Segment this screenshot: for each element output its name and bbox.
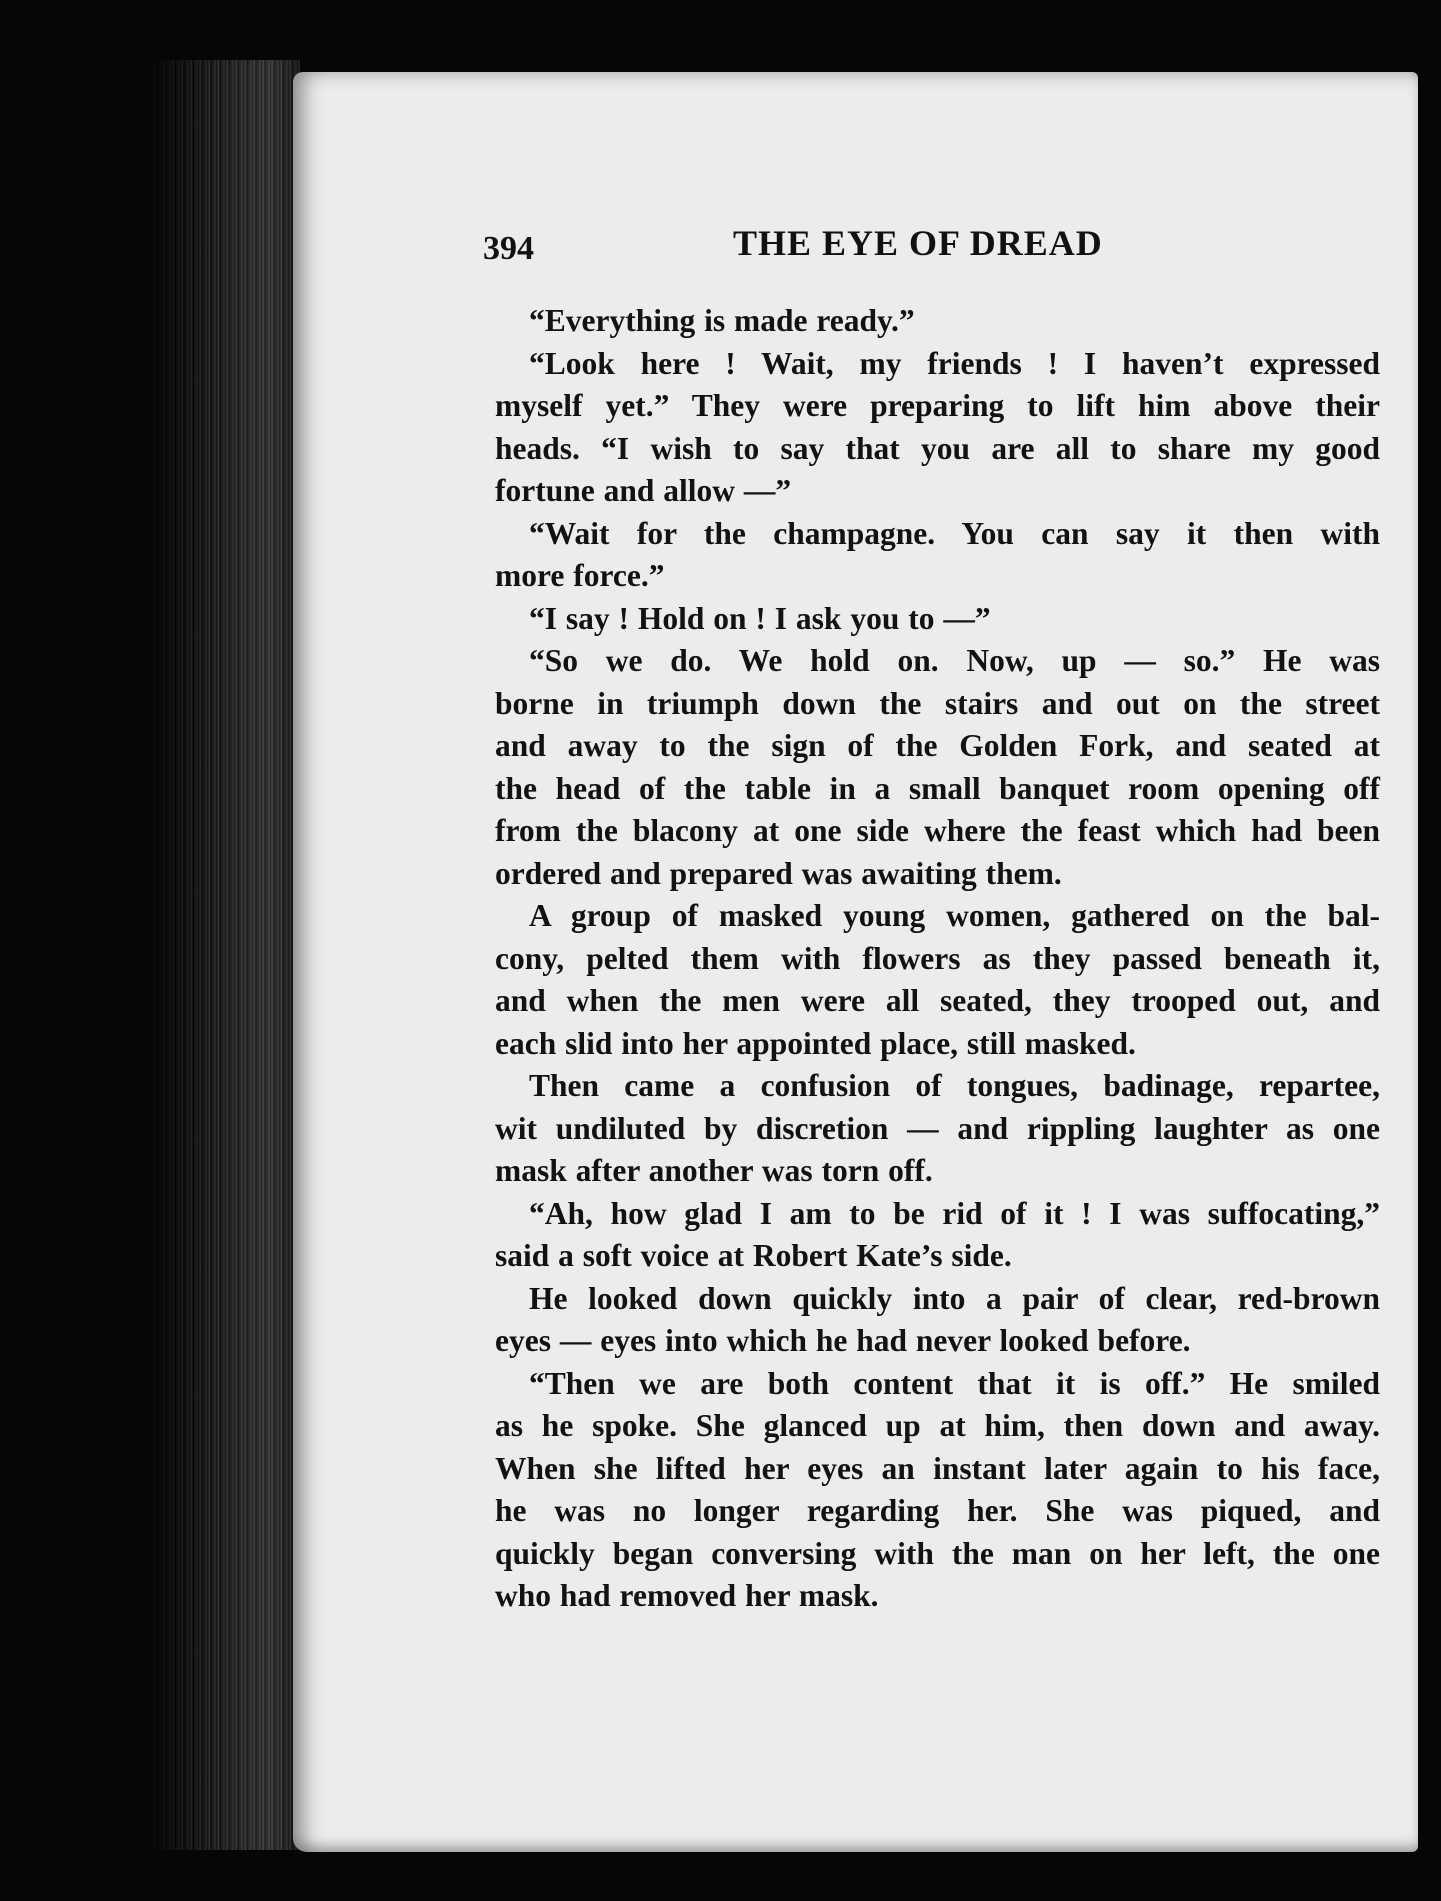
text-line: mask after another was torn off.: [495, 1153, 933, 1188]
text-line: myself yet.” They were preparing to lift him above their: [495, 388, 1380, 423]
paragraph: [495, 1363, 1380, 1618]
text-line: “Ah, how glad I am to be rid of it ! I was suffocating,”: [529, 1195, 1380, 1231]
text-line: ordered and prepared was awaiting them.: [495, 855, 1062, 891]
paragraph: [495, 1065, 1380, 1193]
paragraph: [495, 640, 1380, 895]
text-line: “Look here ! Wait, my friends ! I haven’t expressed: [529, 345, 1380, 381]
text-line: who had removed her mask.: [495, 1578, 879, 1613]
text-line: from the blacony at one side where the feast which had been: [495, 813, 1380, 848]
text-line: When she lifted her eyes an instant later again to his face,: [495, 1450, 1380, 1486]
book-title: THE EYE OF DREAD: [733, 223, 1103, 263]
text-line: and when the men were all seated, they trooped out, and: [495, 983, 1380, 1018]
text-line: the head of the table in a small banquet room opening off: [495, 770, 1380, 806]
text-line: cony, pelted them with flowers as they passed beneath it,: [495, 940, 1380, 976]
text-line: eyes — eyes into which he had never looked before.: [495, 1323, 1191, 1358]
paragraph: [495, 598, 1380, 641]
text-line: quickly began conversing with the man on her left, the one: [495, 1535, 1380, 1571]
text-line: “Everything is made ready.”: [529, 303, 915, 338]
text-line: “I say ! Hold on ! I ask you to —”: [529, 600, 991, 636]
body-text: [495, 300, 1380, 1618]
running-head: [483, 223, 1143, 278]
text-line: “Wait for the champagne. You can say it then with: [529, 515, 1380, 551]
paragraph: [495, 895, 1380, 1065]
text-line: He looked down quickly into a pair of clear, red-brown: [529, 1280, 1380, 1316]
paragraph: [495, 300, 1380, 343]
text-line: fortune and allow —”: [495, 473, 792, 508]
paragraph: [495, 1278, 1380, 1363]
paragraph: [495, 343, 1380, 513]
text-line: and away to the sign of the Golden Fork, and seated at: [495, 728, 1380, 763]
text-line: he was no longer regarding her. She was piqued, and: [495, 1493, 1380, 1528]
text-line: more force.”: [495, 558, 665, 593]
text-line: “Then we are both content that it is off.” He smiled: [529, 1365, 1380, 1401]
paragraph: [495, 513, 1380, 598]
text-line: said a soft voice at Robert Kate’s side.: [495, 1238, 1012, 1273]
text-line: Then came a confusion of tongues, badinage, repartee,: [529, 1068, 1380, 1103]
text-line: each slid into her appointed place, still masked.: [495, 1025, 1136, 1061]
text-line: “So we do. We hold on. Now, up — so.” He was: [529, 643, 1380, 678]
paragraph: [495, 1193, 1380, 1278]
book-page-edges: [150, 60, 300, 1850]
text-line: wit undiluted by discretion — and rippling laughter as one: [495, 1110, 1380, 1146]
text-line: borne in triumph down the stairs and out on the street: [495, 685, 1380, 721]
text-line: heads. “I wish to say that you are all to share my good: [495, 430, 1380, 466]
text-line: as he spoke. She glanced up at him, then down and away.: [495, 1408, 1380, 1443]
text-line: A group of masked young women, gathered on the bal-: [529, 898, 1380, 933]
page-number: 394: [483, 230, 534, 267]
